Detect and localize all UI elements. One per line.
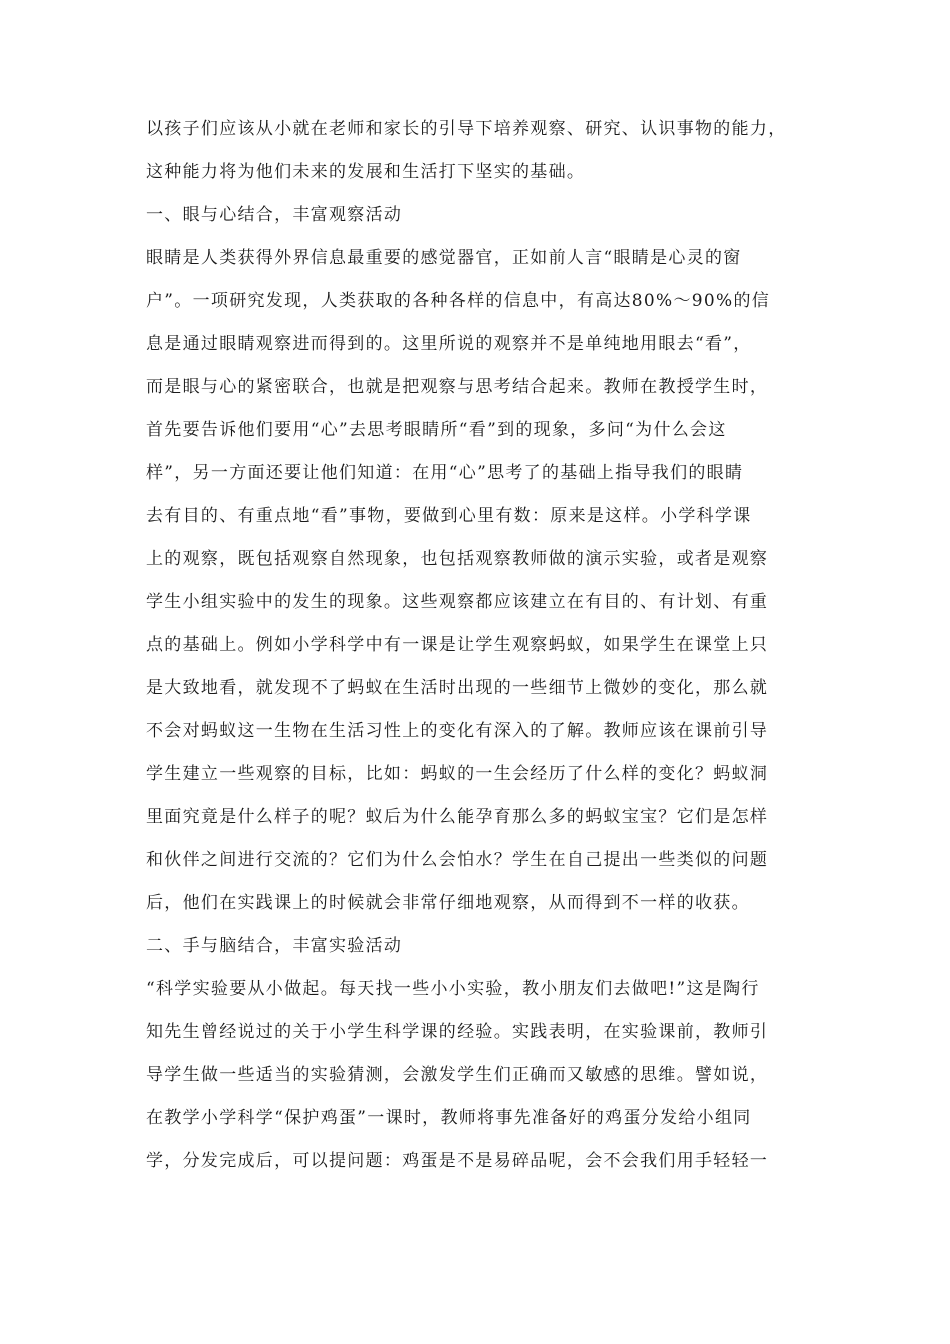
text-line-9: 样”，另一方面还要让他们知道：在用“心”思考了的基础上指导我们的眼睛 xyxy=(146,463,744,483)
text-line-15: 不会对蚂蚁这一生物在生活习性上的变化有深入的了解。教师应该在课前引导 xyxy=(146,721,769,741)
text-line-1: 以孩子们应该从小就在老师和家长的引导下培养观察、研究、认识事物的能力， xyxy=(146,119,787,139)
text-line-7: 而是眼与心的紧密联合，也就是把观察与思考结合起来。教师在教授学生时， xyxy=(146,377,769,397)
document-body xyxy=(146,108,806,1183)
section-heading-1: 一、眼与心结合，丰富观察活动 xyxy=(146,205,403,225)
text-line-14: 是大致地看，就发现不了蚂蚁在生活时出现的一些细节上微妙的变化，那么就 xyxy=(146,678,769,698)
text-line-19: 后，他们在实践课上的时候就会非常仔细地观察，从而得到不一样的收获。 xyxy=(146,893,750,913)
text-line-13: 点的基础上。例如小学科学中有一课是让学生观察蚂蚁，如果学生在课堂上只 xyxy=(146,635,769,655)
text-line-16: 学生建立一些观察的目标，比如：蚂蚁的一生会经历了什么样的变化？蚂蚁洞 xyxy=(146,764,769,784)
text-line-24: 在教学小学科学“保护鸡蛋”一课时，教师将事先准备好的鸡蛋分发给小组同 xyxy=(146,1108,752,1128)
text-line-17: 里面究竟是什么样子的呢？蚁后为什么能孕育那么多的蚂蚁宝宝？它们是怎样 xyxy=(146,807,769,827)
text-line-12: 学生小组实验中的发生的现象。这些观察都应该建立在有目的、有计划、有重 xyxy=(146,592,769,612)
text-line-23: 导学生做一些适当的实验猜测，会激发学生们正确而又敏感的思维。譬如说， xyxy=(146,1065,769,1085)
text-line-18: 和伙伴之间进行交流的？它们为什么会怕水？学生在自己提出一些类似的问题 xyxy=(146,850,769,870)
text-line-5: 户”。一项研究发现，人类获取的各种各样的信息中，有高达80%～90%的信 xyxy=(146,291,771,311)
text-line-21: “科学实验要从小做起。每天找一些小小实验，教小朋友们去做吧!”这是陶行 xyxy=(146,979,760,999)
text-line-11: 上的观察，既包括观察自然现象，也包括观察教师做的演示实验，或者是观察 xyxy=(146,549,769,569)
text-line-8: 首先要告诉他们要用“心”去思考眼睛所“看”到的现象，多问“为什么会这 xyxy=(146,420,727,440)
text-line-10: 去有目的、有重点地“看”事物，要做到心里有数：原来是这样。小学科学课 xyxy=(146,506,752,526)
section-heading-2: 二、手与脑结合，丰富实验活动 xyxy=(146,936,403,956)
text-line-4: 眼睛是人类获得外界信息最重要的感觉器官，正如前人言“眼睛是心灵的窗 xyxy=(146,248,742,268)
text-line-6: 息是通过眼睛观察进而得到的。这里所说的观察并不是单纯地用眼去“看”， xyxy=(146,334,752,354)
text-line-25: 学，分发完成后，可以提问题：鸡蛋是不是易碎品呢，会不会我们用手轻轻一 xyxy=(146,1151,769,1171)
text-line-22: 知先生曾经说过的关于小学生科学课的经验。实践表明，在实验课前，教师引 xyxy=(146,1022,769,1042)
text-line-2: 这种能力将为他们未来的发展和生活打下坚实的基础。 xyxy=(146,162,586,182)
